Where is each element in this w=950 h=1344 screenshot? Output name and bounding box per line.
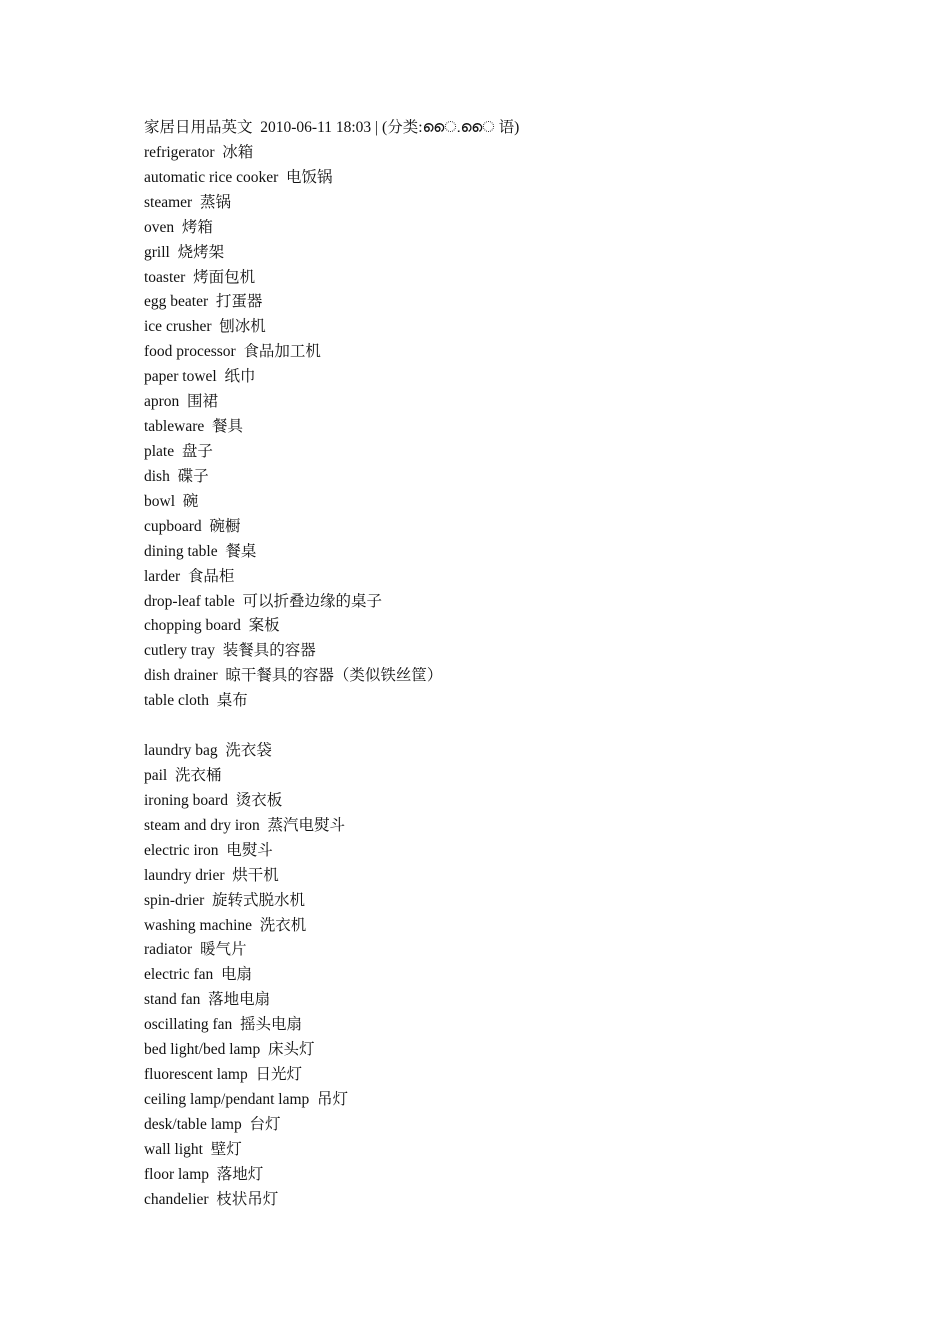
list-item: drop-leaf table 可以折叠边缘的桌子 — [144, 592, 383, 610]
list-item: steam and dry iron 蒸汽电熨斗 — [144, 816, 346, 834]
list-item: cupboard 碗橱 — [144, 517, 241, 535]
list-item: radiator 暖气片 — [144, 941, 247, 959]
list-item: larder 食品柜 — [144, 567, 235, 585]
list-item: refrigerator 冰箱 — [144, 143, 254, 161]
list-item: automatic rice cooker 电饭锅 — [144, 168, 333, 186]
list-item: oven 烤箱 — [144, 218, 213, 236]
document-body — [144, 116, 904, 1213]
list-item: plate 盘子 — [144, 442, 213, 460]
list-item: laundry bag 洗衣袋 — [144, 742, 272, 760]
list-item: fluorescent lamp 日光灯 — [144, 1066, 302, 1084]
list-item: food processor 食品加工机 — [144, 343, 321, 361]
list-item: ice crusher 刨冰机 — [144, 318, 266, 336]
list-item: bed light/bed lamp 床头灯 — [144, 1041, 315, 1059]
list-item: laundry drier 烘干机 — [144, 866, 279, 884]
list-item: chopping board 案板 — [144, 617, 280, 635]
list-item: tableware 餐具 — [144, 418, 243, 436]
list-item: toaster 烤面包机 — [144, 268, 256, 286]
list-item: washing machine 洗衣机 — [144, 916, 307, 934]
list-item: pail 洗衣桶 — [144, 766, 222, 784]
list-item: apron 围裙 — [144, 393, 219, 411]
list-item: oscillating fan 摇头电扇 — [144, 1016, 302, 1034]
list-item: dish drainer 晾干餐具的容器（类似铁丝筐） — [144, 667, 443, 685]
list-item: chandelier 枝状吊灯 — [144, 1190, 279, 1208]
list-item: stand fan 落地电扇 — [144, 991, 271, 1009]
household-items-list — [144, 739, 904, 1213]
list-item: dish 碟子 — [144, 467, 209, 485]
kitchen-items-list — [144, 141, 904, 714]
list-item: ceiling lamp/pendant lamp 吊灯 — [144, 1090, 349, 1108]
list-item: steamer 蒸锅 — [144, 193, 231, 211]
list-item: spin-drier 旋转式脱水机 — [144, 891, 306, 909]
list-item: grill 烧烤架 — [144, 243, 225, 261]
list-item: egg beater 打蛋器 — [144, 293, 263, 311]
list-item: ironing board 烫衣板 — [144, 791, 283, 809]
list-item: electric iron 电熨斗 — [144, 841, 273, 859]
list-item: bowl 碗 — [144, 492, 199, 510]
document-header: 家居日用品英文 2010-06-11 18:03 | (分类:ൈ.ൈ 语) — [144, 119, 520, 136]
list-item: cutlery tray 装餐具的容器 — [144, 642, 316, 660]
list-item: desk/table lamp 台灯 — [144, 1115, 281, 1133]
blank-line — [144, 714, 904, 739]
list-item: paper towel 纸巾 — [144, 368, 256, 386]
list-item: floor lamp 落地灯 — [144, 1165, 264, 1183]
list-item: dining table 餐桌 — [144, 542, 257, 560]
list-item: wall light 壁灯 — [144, 1140, 242, 1158]
list-item: electric fan 电扇 — [144, 966, 253, 984]
list-item: table cloth 桌布 — [144, 692, 248, 710]
